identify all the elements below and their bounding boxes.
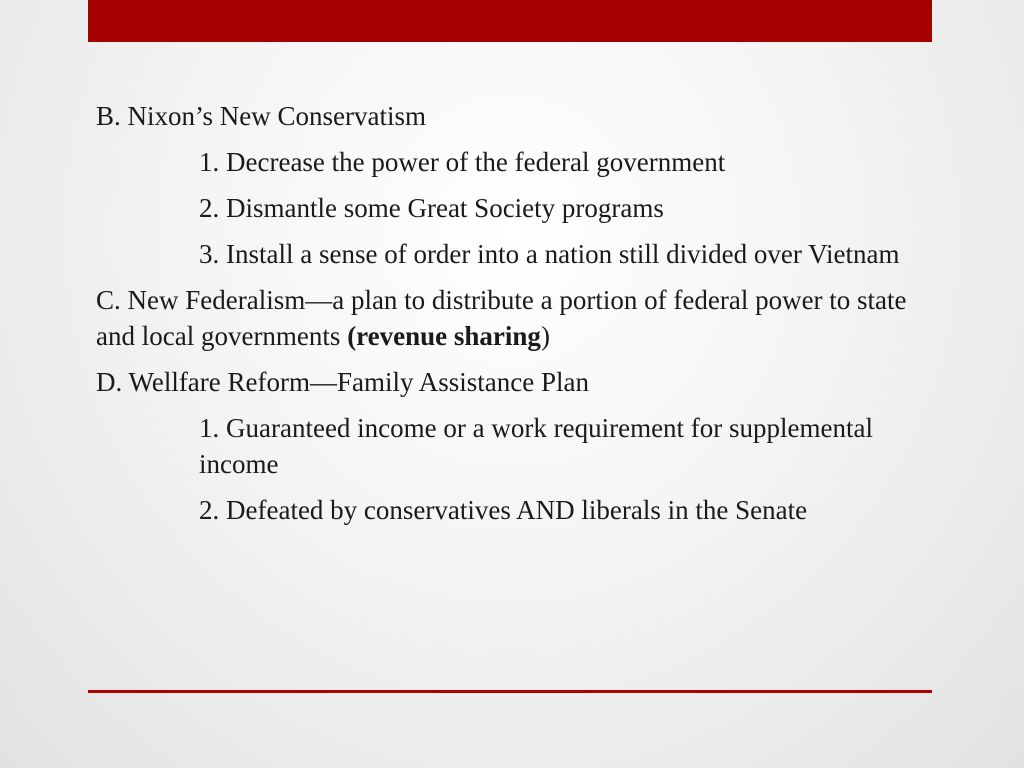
slide-body <box>96 98 926 538</box>
sub-item-install-order: 3. Install a sense of order into a nation still divided over Vietnam <box>199 239 900 269</box>
sub-item-defeated-in-senate: 2. Defeated by conservatives AND liberals in the Senate <box>199 495 808 525</box>
top-accent-bar <box>88 0 932 42</box>
heading-nixon-new-conservatism: B. Nixon’s New Conservatism <box>96 101 426 131</box>
revenue-sharing-bold: (revenue sharing <box>347 321 541 351</box>
bottom-divider <box>88 690 932 693</box>
heading-new-federalism <box>96 282 926 354</box>
sub-item-decrease-federal-power: 1. Decrease the power of the federal government <box>199 147 726 177</box>
sub-item-guaranteed-income: 1. Guaranteed income or a work requirement for supplemental income <box>199 413 873 479</box>
heading-welfare-reform: D. Wellfare Reform—Family Assistance Plan <box>96 367 589 397</box>
new-federalism-text: C. New Federalism—a plan to distribute a portion of federal power to state and local governments <box>96 285 907 351</box>
new-federalism-close: ) <box>540 321 550 351</box>
sub-item-dismantle-great-society: 2. Dismantle some Great Society programs <box>199 193 664 223</box>
